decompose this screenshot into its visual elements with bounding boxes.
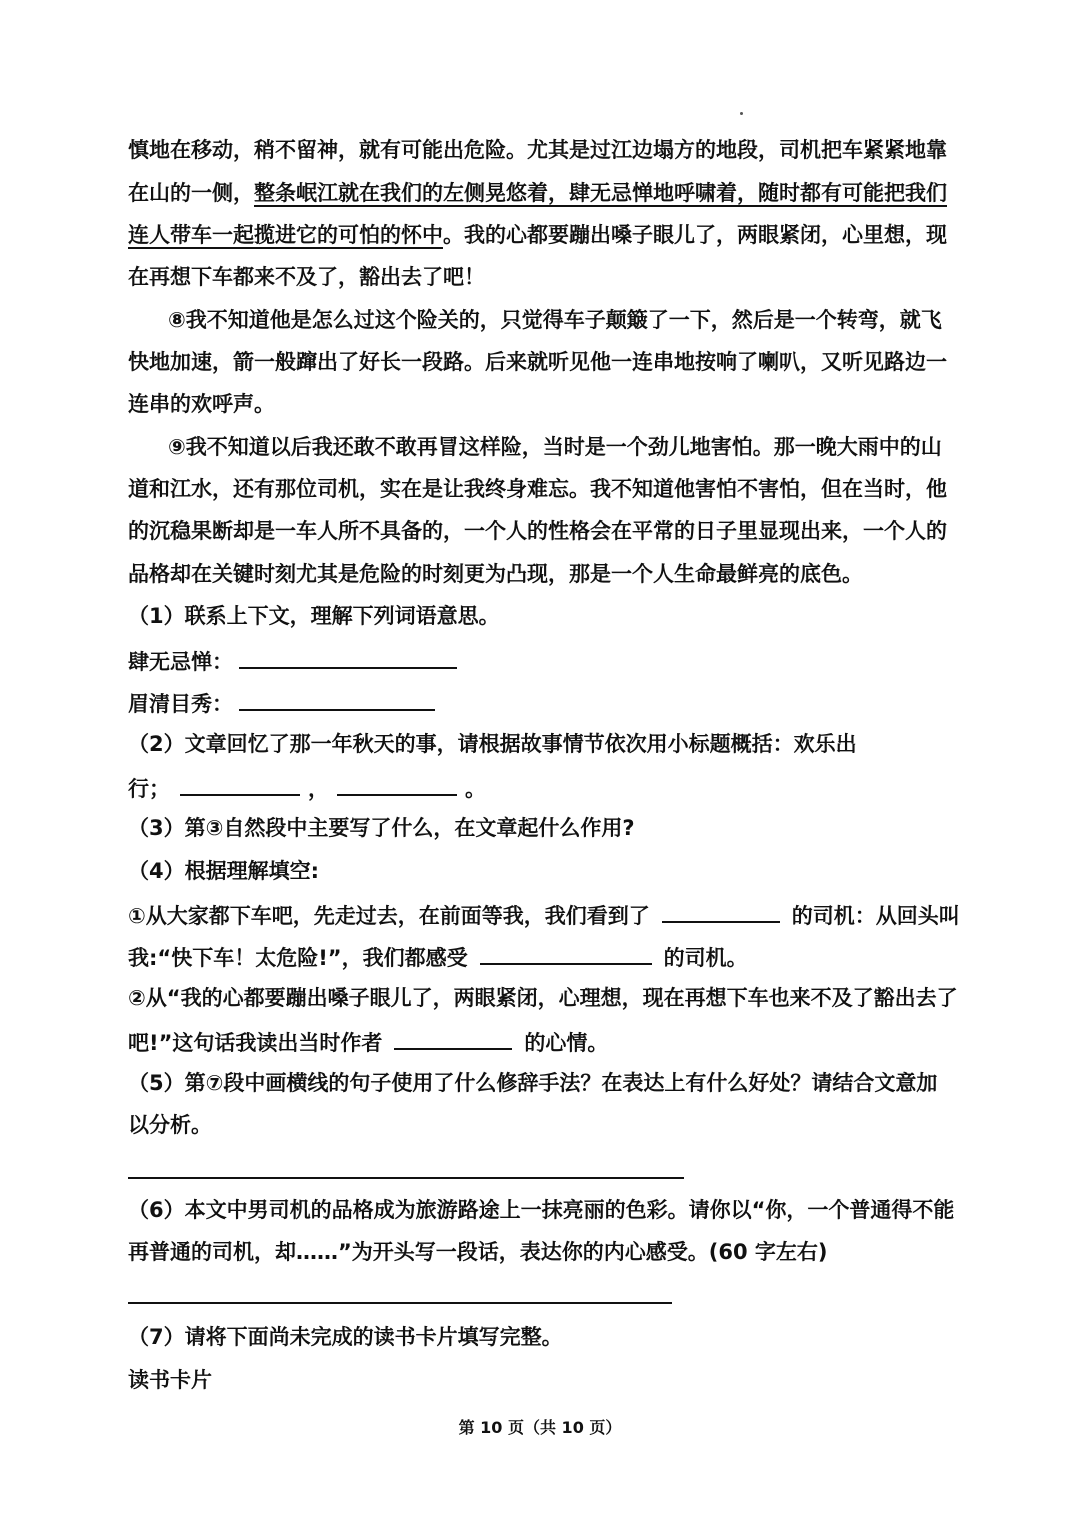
p7-line2-plain: 在山的一侧，	[128, 181, 254, 205]
question-1: （1）联系上下文，理解下列词语意思。	[128, 604, 500, 628]
q4-item2-line2	[128, 1026, 988, 1057]
q1-word1-row	[128, 645, 988, 676]
q4-item2-line1: ②从“我的心都要蹦出嗓子眼儿了，两眼紧闭，心理想，现在再想下车也来不及了豁出去了	[128, 986, 958, 1010]
p9-line3: 的沉稳果断却是一车人所不具备的，一个人的性格会在平常的日子里显现出来，一个人的	[128, 519, 947, 543]
question-3: （3）第③自然段中主要写了什么，在文章起什么作用?	[128, 816, 635, 840]
question-6-line2: 再普通的司机，却……”为开头写一段话，表达你的内心感受。(60 字左右)	[128, 1240, 828, 1264]
q2-blank-1[interactable]	[180, 772, 300, 796]
p7-line1: 慎地在移动，稍不留神，就有可能出危险。尤其是过江边塌方的地段，司机把车紧紧地靠	[128, 138, 947, 162]
q5-answer-line[interactable]	[128, 1177, 684, 1179]
p7-underlined-sentence-part2: 连人带车一起揽进它的可怕的怀中	[128, 223, 443, 247]
p7-line2	[128, 179, 988, 207]
question-2-line1: （2）文章回忆了那一年秋天的事，请根据故事情节依次用小标题概括：欢乐出	[128, 732, 857, 756]
p7-underlined-sentence-part1: 整条岷江就在我们的左侧晃悠着，肆无忌惮地呼啸着，随时都有可能把我们	[254, 181, 947, 205]
q4-item1-text-c: 我:“快下车！太危险!”，我们都感受	[128, 946, 468, 970]
p8-line3: 连串的欢呼声。	[128, 392, 275, 416]
p7-line4: 在再想下车都来不及了，豁出去了吧！	[128, 265, 485, 289]
p9-line4: 品格却在关键时刻尤其是危险的时刻更为凸现，那是一个人生命最鲜亮的底色。	[128, 562, 863, 586]
p7-line3	[128, 221, 988, 249]
p9-line2: 道和江水，还有那位司机，实在是让我终身难忘。我不知道他害怕不害怕，但在当时，他	[128, 477, 947, 501]
question-4: （4）根据理解填空:	[128, 859, 320, 883]
p8-line1: ⑧我不知道他是怎么过这个险关的，只觉得车子颠簸了一下，然后是一个转弯，就飞	[168, 308, 942, 332]
q4-item1-text-d: 的司机。	[663, 946, 748, 970]
scan-speck	[740, 112, 743, 115]
q1-word2-row	[128, 687, 988, 718]
q6-answer-line[interactable]	[128, 1302, 672, 1304]
q4-item1-text-b: 的司机：从回头叫	[791, 904, 960, 928]
question-5-line2: 以分析。	[128, 1113, 212, 1137]
p8-line2: 快地加速，箭一般蹿出了好长一段路。后来就听见他一连串地按响了喇叭，又听见路边一	[128, 350, 947, 374]
q4-item1-blank-1[interactable]	[662, 899, 780, 923]
question-7: （7）请将下面尚未完成的读书卡片填写完整。	[128, 1325, 563, 1349]
page-footer: 第 10 页（共 10 页）	[458, 1418, 622, 1437]
question-2-line2	[128, 772, 988, 803]
q2-blank-2[interactable]	[337, 772, 457, 796]
q2-prefix: 行；	[128, 777, 170, 801]
q2-period: 。	[465, 777, 486, 801]
q4-item1-line1	[128, 899, 988, 930]
q4-item2-text-b: 吧!”这句话我读出当时作者	[128, 1031, 383, 1055]
q4-item1-line2	[128, 941, 988, 972]
q1-word1-blank[interactable]	[239, 645, 457, 669]
q1-word2-label: 眉清目秀：	[128, 692, 233, 716]
p7-line3-plain: 。我的心都要蹦出嗓子眼儿了，两眼紧闭，心里想，现	[443, 223, 947, 247]
q4-item2-blank[interactable]	[394, 1026, 512, 1050]
question-6-line1: （6）本文中男司机的品格成为旅游路途上一抹亮丽的色彩。请你以“你，一个普通得不能	[128, 1198, 955, 1222]
q1-word2-blank[interactable]	[239, 687, 435, 711]
q4-item1-text-a: ①从大家都下车吧，先走过去，在前面等我，我们看到了	[128, 904, 650, 928]
q4-item1-blank-2[interactable]	[480, 941, 652, 965]
q1-word1-label: 肆无忌惮：	[128, 650, 233, 674]
q4-item2-text-c: 的心情。	[524, 1031, 609, 1055]
reading-card-title: 读书卡片	[128, 1368, 212, 1392]
q2-comma: ，	[308, 777, 329, 801]
p9-line1: ⑨我不知道以后我还敢不敢再冒这样险，当时是一个劲儿地害怕。那一晚大雨中的山	[168, 435, 942, 459]
question-5-line1: （5）第⑦段中画横线的句子使用了什么修辞手法？在表达上有什么好处？请结合文意加	[128, 1071, 938, 1095]
